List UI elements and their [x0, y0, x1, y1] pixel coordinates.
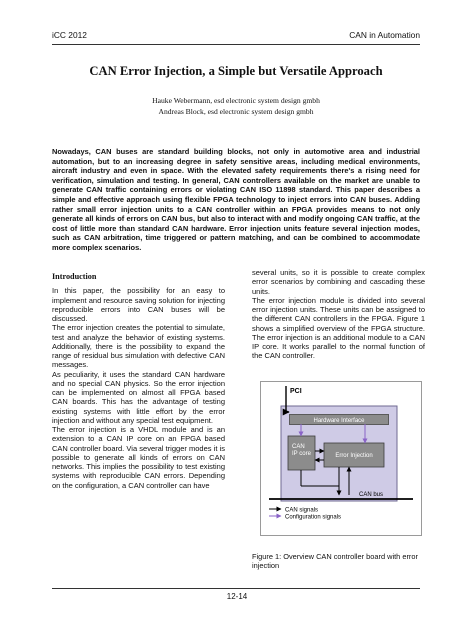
- body-paragraph: several units, so it is possible to create complex error scenarios by combining and cascading these units.: [252, 268, 425, 296]
- body-paragraph: The error injection is a VHDL module and is an extension to a CAN IP core on an FPGA based CAN controller board. Via several trigger modes it is possible to generate all kinds of errors on CAN networks. This implies the possibility to test existing systems with reproducible CAN errors. Depending on the configuration, a CAN controller can have: [52, 425, 225, 490]
- body-paragraph: As peculiarity, it uses the standard CAN hardware and no special CAN physics. So the error injection can be implemented on almost all FPGA based CAN boards. This has the advantage of testing existing systems with little effort by the error injection and without any special test equipment.: [52, 369, 225, 425]
- author-line: Andreas Block, esd electronic system design gmbh: [158, 106, 314, 116]
- header-rule: [52, 44, 420, 45]
- can-bus-label: CAN bus: [359, 492, 384, 498]
- running-header: [52, 30, 420, 42]
- section-heading: Introduction: [52, 272, 97, 281]
- header-topic: CAN in Automation: [349, 30, 420, 40]
- figure-caption: Figure 1: Overview CAN controller board with error injection: [252, 552, 418, 571]
- body-paragraph: The error injection creates the potential to simulate, test and analyze the behavior of existing systems. Additionally, there is the possibility to expand the range of residual bus simulation with defective CAN messages.: [52, 323, 225, 370]
- figure-1: [260, 381, 422, 536]
- can-ip-core-label-2: IP core: [292, 451, 311, 457]
- hardware-interface-label: Hardware Interface: [313, 418, 365, 424]
- paper-title: CAN Error Injection, a Simple but Versatile Approach: [89, 64, 383, 78]
- abstract: Nowadays, CAN buses are standard building blocks, not only in automotive area and industrial automation, but to an increasing degree in safety sensitive areas, including medical environments, aircraft industry and even in space. With the elevated safety requirements there's a rising need for verification, simulation and testing. In general, CAN controllers available on the market are unable to generate CAN traffic containing errors or violating CAN ISO 11898 standard. This paper describes a simple and effective approach using flexible FPGA technology to inject errors into CAN buses. Adding rather small error injection units to a CAN controller within an FPGA provides means to not only generate all kinds of errors on CAN bus, but also to interact with and modify ongoing CAN traffic, at the cost of little more than standard CAN hardware. Error injection units feature several injection modes, such as CAN arbitration, time triggered or pattern matching, and can be combined to accommodate more complex scenarios.: [52, 147, 420, 252]
- legend-configuration-signals-label: Configuration signals: [285, 514, 342, 521]
- page-number: 12-14: [226, 592, 248, 601]
- footer-rule: [52, 588, 420, 589]
- error-injection-label: Error Injection: [335, 453, 373, 459]
- pci-label: PCI: [290, 388, 302, 395]
- author-line: Hauke Webermann, esd electronic system design gmbh: [152, 96, 320, 105]
- body-paragraph: In this paper, the possibility for an easy to implement and resource saving solution for injecting reproducible errors into CAN buses will be discussed.: [52, 286, 225, 323]
- fpga-block-diagram: [261, 382, 421, 535]
- author-list: [52, 96, 420, 117]
- header-conference: iCC 2012: [52, 30, 87, 40]
- right-column: [252, 268, 425, 361]
- left-column: [52, 272, 225, 490]
- can-ip-core-label-1: CAN: [292, 444, 305, 450]
- legend-can-signals-label: CAN signals: [285, 507, 319, 514]
- body-paragraph: The error injection module is divided into several error injection units. These units can be assigned to the different CAN controllers in the FPGA. Figure 1 shows a simplified overview of the FPGA structure. The error injection is an additional module to a CAN IP core. It works parallel to the normal function of the CAN controller.: [252, 295, 425, 361]
